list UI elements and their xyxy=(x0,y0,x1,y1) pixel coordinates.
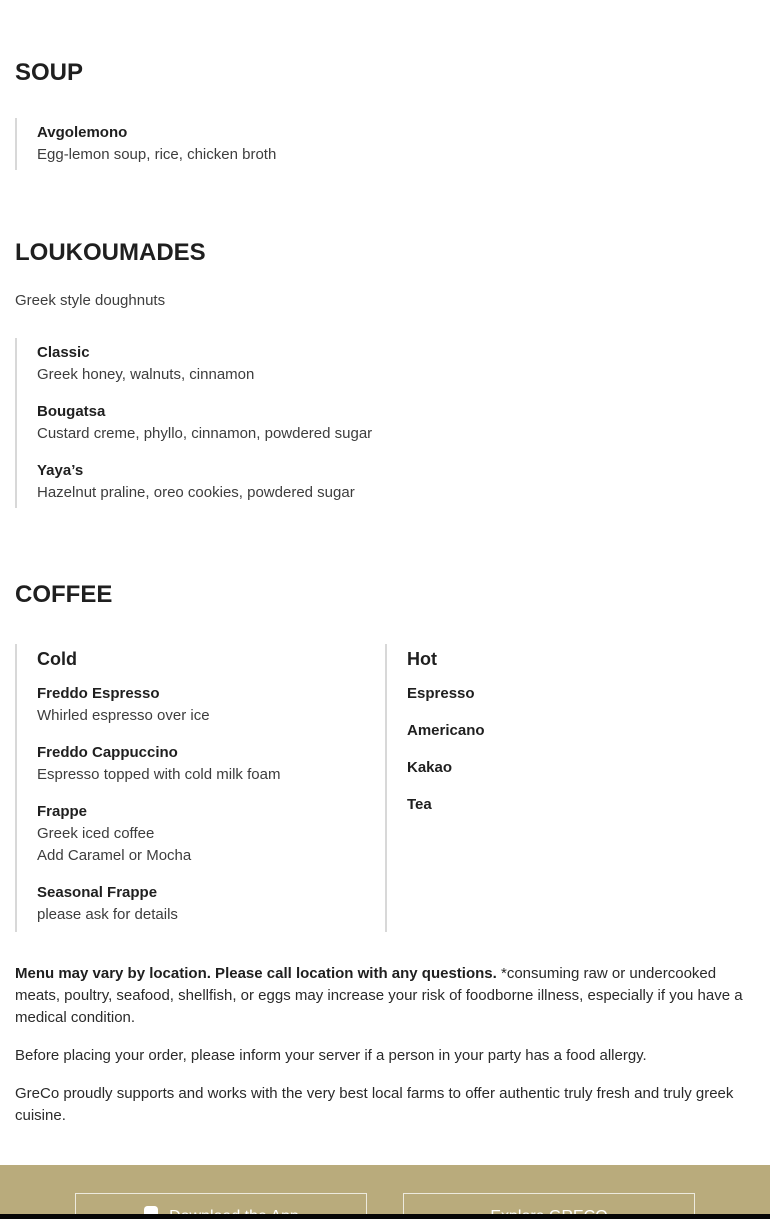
item-description: Greek honey, walnuts, cinnamon xyxy=(37,366,255,383)
item-name: Freddo Cappuccino xyxy=(37,744,178,761)
soup-item-group xyxy=(15,118,743,170)
local-farms-notice: GreCo proudly supports and works with the very best local farms to offer authentic truly fresh and truly greek cuisine. xyxy=(15,1085,734,1124)
item-name: Avgolemono xyxy=(37,124,128,141)
item-name: Seasonal Frappe xyxy=(37,884,158,901)
item-description: Hazelnut praline, oreo cookies, powdered sugar xyxy=(37,484,355,501)
menu-item xyxy=(407,683,745,705)
disclaimer-regular-text: *consuming raw or undercooked meats, poultry, seafood, shellfish, or eggs may increase your risk of foodborne illness, especially if you have a medical condition. xyxy=(15,965,743,1026)
menu-item xyxy=(37,122,743,166)
column-heading-cold: Cold xyxy=(37,649,77,669)
coffee-columns xyxy=(15,644,755,932)
item-name: Frappe xyxy=(37,803,88,820)
item-name: Espresso xyxy=(407,685,475,702)
menu-item xyxy=(37,460,743,504)
item-name: Classic xyxy=(37,344,90,361)
menu-item xyxy=(37,683,375,727)
menu-item xyxy=(37,801,375,867)
section-title-loukoumades: LOUKOUMADES xyxy=(15,239,206,266)
section-subtitle: Greek style doughnuts xyxy=(15,292,166,309)
section-title-coffee: COFFEE xyxy=(15,581,113,608)
item-description: please ask for details xyxy=(37,906,178,923)
item-description: Add Caramel or Mocha xyxy=(37,847,192,864)
disclaimer-bold-text: Menu may vary by location. Please call location with any questions. xyxy=(15,965,497,982)
item-name: Freddo Espresso xyxy=(37,685,160,702)
item-description: Custard creme, phyllo, cinnamon, powdered sugar xyxy=(37,425,373,442)
column-heading-hot: Hot xyxy=(407,649,437,669)
coffee-column-cold xyxy=(15,644,385,932)
menu-item xyxy=(37,742,375,786)
disclaimer-paragraph xyxy=(15,963,743,1029)
item-name: Bougatsa xyxy=(37,403,106,420)
coffee-column-hot xyxy=(385,644,755,932)
item-name: Americano xyxy=(407,722,485,739)
menu-item xyxy=(37,342,743,386)
allergy-notice: Before placing your order, please inform your server if a person in your party has a food allergy. xyxy=(15,1047,647,1064)
page-footer xyxy=(0,1165,770,1219)
disclaimer-section xyxy=(0,963,770,1127)
item-name: Kakao xyxy=(407,759,453,776)
item-description: Whirled espresso over ice xyxy=(37,707,210,724)
item-name: Tea xyxy=(407,796,432,813)
loukoumades-item-group xyxy=(15,338,743,508)
item-description: Espresso topped with cold milk foam xyxy=(37,766,281,783)
menu-item xyxy=(37,401,743,445)
menu-item xyxy=(407,720,745,742)
menu-item xyxy=(407,794,745,816)
section-title-soup: SOUP xyxy=(15,59,84,86)
bottom-bar xyxy=(0,1214,770,1219)
menu-content xyxy=(0,0,770,608)
menu-item xyxy=(407,757,745,779)
menu-item xyxy=(37,882,375,926)
item-name: Yaya’s xyxy=(37,462,84,479)
item-description: Egg-lemon soup, rice, chicken broth xyxy=(37,146,277,163)
item-description: Greek iced coffee xyxy=(37,825,155,842)
